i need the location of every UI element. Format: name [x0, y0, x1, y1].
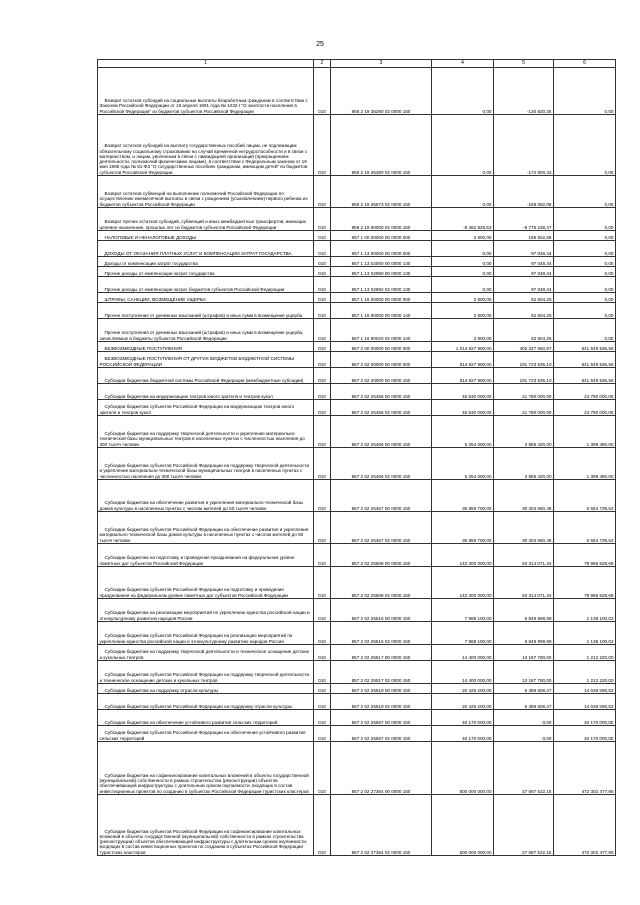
- row-kbk: 857 2 02 27384 00 0000 150: [331, 742, 432, 795]
- row-name: Доходы от компенсации затрат государства: [98, 257, 314, 267]
- row-approved: 0,00: [432, 176, 494, 208]
- row-kbk: 857 2 02 27384 02 0000 150: [331, 795, 432, 856]
- table-row: [98, 661, 616, 684]
- row-approved: 46 530 000,00: [432, 400, 494, 416]
- table-row: [98, 416, 616, 448]
- row-unexecuted: 24 750 000,00: [554, 400, 616, 416]
- table-row: [98, 384, 616, 400]
- row-approved: 814 927 900,00: [432, 352, 494, 368]
- row-unexecuted: 0,00: [554, 277, 616, 293]
- row-name: Возврат остатков субсидий на выплату государственных пособий лицам, не подлежащим обязательному социальному страхованию на случай временной нетрудоспособности и в связи с материнством, и лицам, уволенным в связи с ликвидацией организаций (прекращением деятельности, полномочий физическими лицами), в соответствии с Федеральным законом от 19 мая 1995 года № 81-ФЗ "О государственных пособиях гражданам, имеющим детей" из бюджетов субъектов Российской Федерации: [98, 115, 314, 176]
- row-unexecuted: 0,00: [554, 241, 616, 257]
- row-kbk: 857 1 16 90000 00 0000 140: [331, 303, 432, 319]
- row-kbk: 857 2 02 25516 00 0000 150: [331, 599, 432, 622]
- row-unexecuted: 79 985 928,66: [554, 567, 616, 599]
- row-code: 010: [314, 352, 331, 368]
- row-kbk: 857 2 02 25467 00 0000 150: [331, 480, 432, 512]
- row-unexecuted: 1 399 480,00: [554, 448, 616, 480]
- row-name: Прочие доходы от компенсации затрат бюджетов субъектов Российской Федерации: [98, 277, 314, 293]
- row-executed: 191 723 535,10: [494, 352, 554, 368]
- table-row: [98, 277, 616, 293]
- row-name: Субсидии бюджетам субъектов Российской Федерации на обеспечение устойчивого развития сельских территорий: [98, 726, 314, 742]
- row-name: Субсидии бюджетам на поддержку творческой деятельности и техническое оснащение детских и кукольных театров: [98, 645, 314, 661]
- row-kbk: 857 2 02 25517 02 0000 150: [331, 661, 432, 684]
- row-approved: 20 425 200,00: [432, 684, 494, 694]
- row-unexecuted: 0,00: [554, 319, 616, 342]
- row-kbk: 857 2 02 25509 00 0000 150: [331, 544, 432, 567]
- row-executed: -8 775 238,47: [494, 208, 554, 231]
- row-kbk: 856 2 19 35380 02 0000 150: [331, 115, 432, 176]
- row-code: 010: [314, 544, 331, 567]
- table-row: [98, 795, 616, 856]
- table-row: [98, 267, 616, 277]
- row-approved: 0,00: [432, 115, 494, 176]
- row-kbk: 857 1 13 02000 00 0000 130: [331, 257, 432, 267]
- row-code: 010: [314, 795, 331, 856]
- row-kbk: 857 1 13 02992 02 0000 130: [331, 277, 432, 293]
- row-approved: 46 530 000,00: [432, 384, 494, 400]
- row-kbk: 856 2 19 35290 02 0000 150: [331, 68, 432, 115]
- row-unexecuted: 6 554 739,52: [554, 512, 616, 544]
- header-cell: 2: [314, 60, 331, 68]
- row-approved: 0,00: [432, 257, 494, 267]
- row-executed: 6 388 609,47: [494, 694, 554, 710]
- row-name: Субсидии бюджетам на обеспечение устойчивого развития сельских территорий: [98, 710, 314, 726]
- row-approved: 36 859 700,00: [432, 512, 494, 544]
- page-number: 25: [316, 41, 324, 48]
- table-row: [98, 257, 616, 267]
- row-approved: 500 000 000,00: [432, 795, 494, 856]
- row-kbk: 857 2 02 25466 02 0000 150: [331, 448, 432, 480]
- row-kbk: 857 2 02 25567 02 0000 150: [331, 726, 432, 742]
- row-approved: 2 800,00: [432, 231, 494, 241]
- table-row: [98, 544, 616, 567]
- row-kbk: 857 2 02 25519 02 0000 150: [331, 694, 432, 710]
- row-code: 010: [314, 400, 331, 416]
- table-row: [98, 567, 616, 599]
- row-unexecuted: 472 302 477,85: [554, 795, 616, 856]
- row-executed: 63 314 071,34: [494, 567, 554, 599]
- header-cell: 6: [554, 60, 616, 68]
- row-name: Субсидии бюджетам на подготовку и проведение празднования на федеральном уровне памятных дат субъектов Российской Федерации: [98, 544, 314, 567]
- row-executed: 97 048,44: [494, 277, 554, 293]
- row-executed: 30 304 960,48: [494, 480, 554, 512]
- header-row: [98, 60, 616, 68]
- row-kbk: 857 2 02 20000 00 0000 150: [331, 368, 432, 384]
- row-executed: 0,00: [494, 710, 554, 726]
- table-row: [98, 115, 616, 176]
- row-executed: 63 314 071,34: [494, 544, 554, 567]
- header-cell: 5: [494, 60, 554, 68]
- row-code: 010: [314, 416, 331, 448]
- table-row: [98, 726, 616, 742]
- row-approved: 143 300 000,00: [432, 567, 494, 599]
- row-executed: 6 849 999,98: [494, 622, 554, 645]
- row-code: 010: [314, 742, 331, 795]
- row-name: Субсидии бюджетам субъектов Российской Федерации на обеспечение развития и укрепления материально-технической базы домов культуры в населенных пунктах с числом жителей до 50 тысяч человек: [98, 512, 314, 544]
- row-name: Возврат прочих остатков субсидий, субвенций и иных межбюджетных трансфертов, имеющих целевое назначение, прошлых лет из бюджетов субъектов Российской Федерации: [98, 208, 314, 231]
- row-executed: 97 048,44: [494, 241, 554, 257]
- row-kbk: 857 2 02 25456 00 0000 150: [331, 384, 432, 400]
- row-approved: 814 927 900,00: [432, 368, 494, 384]
- row-executed: -172 800,43: [494, 115, 554, 176]
- table-row: [98, 512, 616, 544]
- row-kbk: 857 2 02 25517 00 0000 150: [331, 645, 432, 661]
- row-code: 010: [314, 277, 331, 293]
- row-unexecuted: 0,00: [554, 176, 616, 208]
- row-executed: 159 552,69: [494, 231, 554, 241]
- row-approved: 2 800,00: [432, 303, 494, 319]
- row-code: 010: [314, 303, 331, 319]
- row-unexecuted: 1 138 100,02: [554, 599, 616, 622]
- table-row: [98, 231, 616, 241]
- row-name: БЕЗВОЗМЕЗДНЫЕ ПОСТУПЛЕНИЯ ОТ ДРУГИХ БЮДЖЕТОВ БЮДЖЕТНОЙ СИСТЕМЫ РОССИЙСКОЙ ФЕДЕРАЦИИ: [98, 352, 314, 368]
- row-unexecuted: 40 170 000,00: [554, 710, 616, 726]
- row-kbk: 857 1 13 00000 00 0000 000: [331, 241, 432, 257]
- row-kbk: 857 2 00 00000 00 0000 000: [331, 342, 432, 352]
- table-row: [98, 303, 616, 319]
- row-unexecuted: 0,00: [554, 293, 616, 303]
- row-code: 010: [314, 480, 331, 512]
- row-name: Прочие поступления от денежных взысканий (штрафов) и иных сумм в возмещение ущерба, зачисляемые в бюджеты субъектов Российской Федерации: [98, 319, 314, 342]
- row-approved: 7 988 100,00: [432, 599, 494, 622]
- row-name: Субсидии бюджетам на реализацию мероприятий по укреплению единства российской нации и этнокультурному развитию народов России: [98, 599, 314, 622]
- row-name: Субсидии бюджетам на софинансирование капитальных вложений в объекты государственной (муниципальной) собственности в рамках строительства (реконструкции) объектов обеспечивающей инфраструктуры с длительным сроком окупаемости, входящих в состав инвестиционных проектов по созданию в субъектах Российской Федерации туристских кластеров: [98, 742, 314, 795]
- row-unexecuted: 0,00: [554, 303, 616, 319]
- row-executed: 21 780 000,00: [494, 384, 554, 400]
- row-approved: 14 400 000,00: [432, 645, 494, 661]
- row-name: Субсидии бюджетам субъектов Российской Федерации на реализацию мероприятий по укреплению единства российской нации и этнокультурному развитию народов России: [98, 622, 314, 645]
- row-approved: 143 300 000,00: [432, 544, 494, 567]
- table-row: [98, 352, 616, 368]
- row-code: 010: [314, 368, 331, 384]
- row-name: ДОХОДЫ ОТ ОКАЗАНИЯ ПЛАТНЫХ УСЛУГ И КОМПЕНСАЦИИ ЗАТРАТ ГОСУДАРСТВА: [98, 241, 314, 257]
- row-executed: 62 504,25: [494, 319, 554, 342]
- row-code: 010: [314, 319, 331, 342]
- row-name: Субсидии бюджетам на поддержку отрасли культуры: [98, 684, 314, 694]
- row-name: Субсидии бюджетам субъектов Российской Федерации на поддержку отрасли культуры: [98, 694, 314, 710]
- row-code: 010: [314, 726, 331, 742]
- table-row: [98, 742, 616, 795]
- row-code: 010: [314, 257, 331, 267]
- table-row: [98, 319, 616, 342]
- row-name: Субсидии бюджетам субъектов Российской Федерации на подготовку и проведение празднования на федеральном уровне памятных дат субъектов Российской Федерации: [98, 567, 314, 599]
- row-code: 010: [314, 448, 331, 480]
- row-unexecuted: 40 170 000,00: [554, 726, 616, 742]
- row-approved: 20 425 200,00: [432, 694, 494, 710]
- row-unexecuted: 0,00: [554, 115, 616, 176]
- row-unexecuted: 1 212 220,00: [554, 645, 616, 661]
- row-approved: 36 859 700,00: [432, 480, 494, 512]
- table-row: [98, 400, 616, 416]
- row-executed: 27 697 522,15: [494, 795, 554, 856]
- header-cell: 3: [331, 60, 432, 68]
- row-kbk: 857 2 02 25509 02 0000 150: [331, 567, 432, 599]
- row-approved: 7 988 100,00: [432, 622, 494, 645]
- row-kbk: 857 2 02 25567 00 0000 150: [331, 710, 432, 726]
- row-approved: 5 254 000,00: [432, 448, 494, 480]
- row-executed: -130 820,25: [494, 68, 554, 115]
- row-code: 010: [314, 68, 331, 115]
- table-row: [98, 448, 616, 480]
- row-code: 010: [314, 684, 331, 694]
- row-code: 010: [314, 710, 331, 726]
- row-kbk: 857 2 02 25467 02 0000 150: [331, 512, 432, 544]
- row-name: Прочее поступление от денежных взысканий (штрафов) и иных сумм в возмещение ущерба: [98, 303, 314, 319]
- row-kbk: 856 2 19 35573 02 0000 150: [331, 176, 432, 208]
- row-executed: 191 723 535,10: [494, 368, 554, 384]
- table-row: [98, 293, 616, 303]
- row-name: Субсидии бюджетам субъектов Российской Федерации на поддержку творческой деятельности и укрепление материально-технической базы муниципальных театров в населенных пунктах с численностью населения до 300 тысяч человек: [98, 448, 314, 480]
- row-unexecuted: 641 549 536,58: [554, 342, 616, 352]
- row-name: НАЛОГОВЫЕ И НЕНАЛОГОВЫЕ ДОХОДЫ: [98, 231, 314, 241]
- row-executed: 402 327 560,97: [494, 342, 554, 352]
- table-row: [98, 694, 616, 710]
- table-row: [98, 622, 616, 645]
- row-executed: 62 504,25: [494, 293, 554, 303]
- row-approved: 14 400 000,00: [432, 661, 494, 684]
- row-unexecuted: 79 985 928,66: [554, 544, 616, 567]
- row-approved: 0,00: [432, 241, 494, 257]
- row-executed: 97 048,44: [494, 257, 554, 267]
- row-executed: 13 187 780,00: [494, 645, 554, 661]
- row-code: 010: [314, 115, 331, 176]
- table-row: [98, 241, 616, 257]
- row-approved: 2 800,00: [432, 319, 494, 342]
- row-code: 010: [314, 231, 331, 241]
- row-executed: 6 849 999,98: [494, 599, 554, 622]
- row-name: БЕЗВОЗМЕЗДНЫЕ ПОСТУПЛЕНИЯ: [98, 342, 314, 352]
- row-unexecuted: 1 138 100,02: [554, 622, 616, 645]
- row-unexecuted: 641 549 536,58: [554, 352, 616, 368]
- row-approved: 0,00: [432, 267, 494, 277]
- row-executed: 0,00: [494, 726, 554, 742]
- row-approved: 2 800,00: [432, 293, 494, 303]
- row-approved: 0,00: [432, 277, 494, 293]
- row-code: 010: [314, 599, 331, 622]
- row-name: Прочие доходы от компенсации затрат государства: [98, 267, 314, 277]
- table-row: [98, 208, 616, 231]
- row-name: Субсидии бюджетам на обеспечение развития и укрепления материально-технической базы домов культуры в населенных пунктах с числом жителей до 50 тысяч человек: [98, 480, 314, 512]
- row-approved: 500 000 000,00: [432, 742, 494, 795]
- row-executed: 62 504,25: [494, 303, 554, 319]
- row-approved: 40 170 000,00: [432, 710, 494, 726]
- row-executed: 3 855 420,00: [494, 448, 554, 480]
- row-kbk: 857 2 02 25519 00 0000 150: [331, 684, 432, 694]
- row-executed: 6 388 609,47: [494, 684, 554, 694]
- row-code: 010: [314, 567, 331, 599]
- row-approved: 5 254 000,00: [432, 416, 494, 448]
- row-code: 010: [314, 293, 331, 303]
- row-kbk: 857 1 16 00000 00 0000 000: [331, 293, 432, 303]
- row-unexecuted: 6 554 739,52: [554, 480, 616, 512]
- row-unexecuted: 0,00: [554, 231, 616, 241]
- row-name: Субсидии бюджетам субъектов Российской Федерации на поддержку творческой деятельности и техническое оснащение детских и кукольных театров: [98, 661, 314, 684]
- row-executed: 97 048,44: [494, 267, 554, 277]
- row-name: Субсидии бюджетам бюджетной системы Российской Федерации (межбюджетные субсидии): [98, 368, 314, 384]
- row-code: 010: [314, 267, 331, 277]
- row-executed: 21 780 000,00: [494, 400, 554, 416]
- table-row: [98, 599, 616, 622]
- row-executed: 30 304 960,48: [494, 512, 554, 544]
- row-code: 010: [314, 622, 331, 645]
- row-name: Субсидии бюджетам на поддержку творческой деятельности и укрепление материально-технической базы муниципальных театров в населенных пунктах с численностью населения до 300 тысяч человек: [98, 416, 314, 448]
- row-unexecuted: 1 212 220,00: [554, 661, 616, 684]
- row-code: 010: [314, 645, 331, 661]
- row-unexecuted: 0,00: [554, 68, 616, 115]
- row-unexecuted: 1 399 480,00: [554, 416, 616, 448]
- row-approved: -8 362 828,53: [432, 208, 494, 231]
- row-code: 010: [314, 661, 331, 684]
- row-kbk: 857 2 02 25456 02 0000 150: [331, 400, 432, 416]
- table-row: [98, 68, 616, 115]
- row-kbk: 857 2 02 00000 00 0000 000: [331, 352, 432, 368]
- row-code: 010: [314, 208, 331, 231]
- row-unexecuted: 0,00: [554, 257, 616, 267]
- table-row: [98, 710, 616, 726]
- row-unexecuted: 24 750 000,00: [554, 384, 616, 400]
- row-name: Субсидии бюджетам на модернизацию театров юного зрителя и театров кукол: [98, 384, 314, 400]
- row-executed: -159 062,06: [494, 176, 554, 208]
- row-unexecuted: 472 302 477,85: [554, 742, 616, 795]
- row-code: 010: [314, 241, 331, 257]
- row-kbk: 857 1 00 00000 00 0000 000: [331, 231, 432, 241]
- row-code: 010: [314, 384, 331, 400]
- row-kbk: 857 2 02 25516 02 0000 150: [331, 622, 432, 645]
- row-name: Субсидии бюджетам субъектов Российской Федерации на модернизацию театров юного зрителя и театров кукол: [98, 400, 314, 416]
- row-executed: 3 855 420,00: [494, 416, 554, 448]
- table-row: [98, 645, 616, 661]
- table-row: [98, 176, 616, 208]
- row-kbk: 856 2 19 90000 02 0000 150: [331, 208, 432, 231]
- row-code: 010: [314, 342, 331, 352]
- header-cell: 1: [98, 60, 314, 68]
- row-approved: 40 170 000,00: [432, 726, 494, 742]
- row-code: 010: [314, 512, 331, 544]
- row-code: 010: [314, 694, 331, 710]
- row-name: ШТРАФЫ, САНКЦИИ, ВОЗМЕЩЕНИЕ УЩЕРБА: [98, 293, 314, 303]
- row-name: Субсидии бюджетам субъектов Российской Федерации на софинансирование капитальных вложений в объекты государственной (муниципальной) собственности в рамках строительства (реконструкции) объектов обеспечивающей инфраструктуры с длительным сроком окупаемости, входящих в состав инвестиционных проектов по созданию в субъектах Российской Федерации туристских кластеров: [98, 795, 314, 856]
- row-unexecuted: 14 036 590,53: [554, 694, 616, 710]
- row-executed: 27 697 522,15: [494, 742, 554, 795]
- table-row: [98, 368, 616, 384]
- row-unexecuted: 0,00: [554, 208, 616, 231]
- row-name: Возврат остатков субсидий на социальные выплаты безработным гражданам в соответствии с Законом Российской Федерации от 19 апреля 1991 года № 1032-I "О занятости населения в Российской Федерации" из бюджетов субъектов Российской Федерации: [98, 68, 314, 115]
- table-row: [98, 480, 616, 512]
- row-code: 010: [314, 176, 331, 208]
- row-name: Возврат остатков субвенций на выполнение полномочий Российской Федерации по осуществлению ежемесячной выплаты в связи с рождением (усыновлением) первого ребенка из бюджетов субъектов Российской Федерации: [98, 176, 314, 208]
- row-kbk: 857 1 13 02990 00 0000 130: [331, 267, 432, 277]
- row-unexecuted: 14 036 590,53: [554, 684, 616, 694]
- table-row: [98, 342, 616, 352]
- row-kbk: 857 1 16 90020 02 0000 140: [331, 319, 432, 342]
- table-row: [98, 684, 616, 694]
- row-unexecuted: 0,00: [554, 267, 616, 277]
- row-executed: 13 187 780,00: [494, 661, 554, 684]
- header-cell: 4: [432, 60, 494, 68]
- row-approved: 0,00: [432, 68, 494, 115]
- row-approved: 1 014 927 900,00: [432, 342, 494, 352]
- budget-revenue-table: [97, 59, 616, 856]
- row-unexecuted: 641 549 536,58: [554, 368, 616, 384]
- row-kbk: 857 2 02 25466 00 0000 150: [331, 416, 432, 448]
